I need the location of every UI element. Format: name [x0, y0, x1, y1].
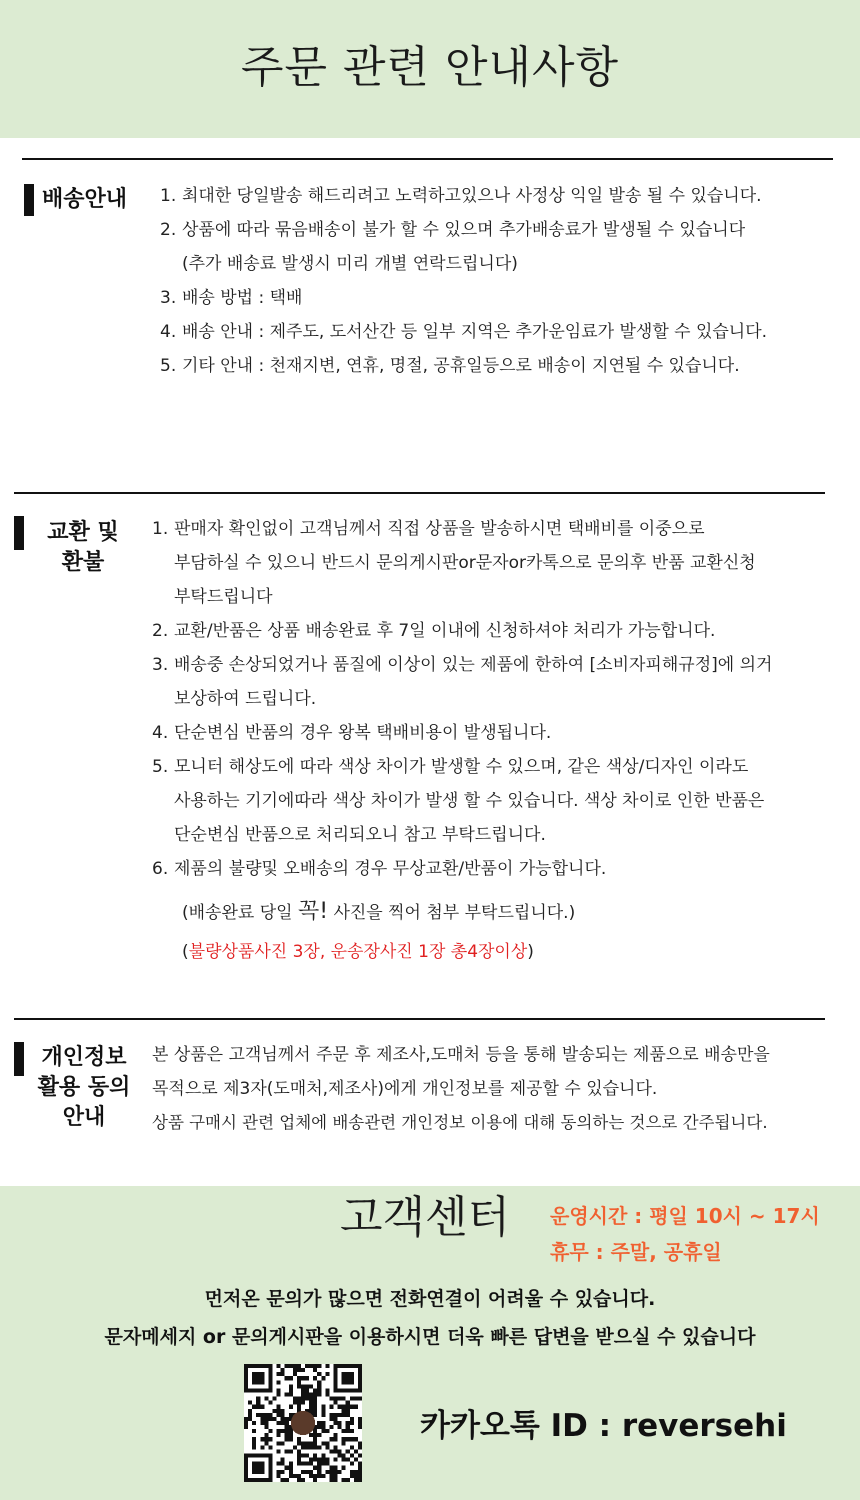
list-item-number: 1.: [160, 186, 177, 206]
privacy-line: 목적으로 제3자(도매처,제조사)에게 개인정보를 제공할 수 있습니다.: [152, 1079, 658, 1099]
shipping-list: [160, 179, 767, 383]
list-item-text: 판매자 확인없이 고객님께서 직접 상품을 발송하시면 택배비를 이중으로: [174, 519, 705, 539]
list-item: [152, 852, 772, 886]
operating-hours: 운영시간 : 평일 10시 ~ 17시: [550, 1204, 820, 1228]
photo-requirement: [182, 939, 575, 965]
photo-note-pre: (배송완료 당일: [182, 903, 298, 923]
photo-req-text: 불량상품사진 3장, 운송장사진 1장 총4장이상: [188, 942, 528, 962]
shipping-section-title: 배송안내: [42, 187, 128, 212]
section-divider: [14, 492, 825, 494]
exchange-title-line2: 환불: [61, 550, 105, 575]
list-item-number: 2.: [160, 220, 177, 240]
list-item-continuation: [152, 818, 772, 852]
customer-center-hours: [550, 1198, 820, 1270]
list-item: [160, 179, 767, 213]
list-item: [152, 716, 772, 750]
list-item-text: 기타 안내 : 천재지변, 연휴, 명절, 공휴일등으로 배송이 지연될 수 있습니다.: [182, 356, 740, 376]
list-item: [160, 281, 767, 315]
list-item-number: 4.: [160, 322, 177, 342]
list-item-number: 5.: [160, 356, 177, 376]
privacy-title-line2: 활용 동의: [37, 1075, 131, 1100]
exchange-list: [152, 512, 772, 886]
list-item-continuation: [152, 682, 772, 716]
list-item-text: 모니터 해상도에 따라 색상 차이가 발생할 수 있으며, 같은 색상/디자인 이라도: [174, 757, 749, 777]
list-item: [160, 213, 767, 247]
list-item-text: 교환/반품은 상품 배송완료 후 7일 이내에 신청하셔야 처리가 가능합니다.: [174, 621, 716, 641]
list-item: [160, 349, 767, 383]
qr-code-icon: [244, 1364, 362, 1482]
privacy-title-line1: 개인정보: [41, 1045, 127, 1070]
privacy-title-line3: 안내: [62, 1105, 106, 1130]
section-marker: [24, 184, 34, 216]
list-item: [152, 614, 772, 648]
list-item-text: 배송중 손상되었거나 품질에 이상이 있는 제품에 한하여 [소비자피해규정]에 의거: [174, 655, 773, 675]
list-item-continuation: [160, 247, 767, 281]
list-item-text: 배송 방법 : 택배: [182, 288, 303, 308]
list-item-text: 단순변심 반품으로 처리되오니 참고 부탁드립니다.: [174, 825, 546, 845]
list-item-text: 상품에 따라 묶음배송이 불가 할 수 있으며 추가배송료가 발생될 수 있습니다: [182, 220, 746, 240]
list-item-text: (추가 배송료 발생시 미리 개별 연락드립니다): [182, 254, 518, 274]
list-item-text: 단순변심 반품의 경우 왕복 택배비용이 발생됩니다.: [174, 723, 552, 743]
list-item-continuation: [152, 580, 772, 614]
photo-note-post: 사진을 찍어 첨부 부탁드립니다.): [328, 903, 576, 923]
list-item: [160, 315, 767, 349]
list-item-text: 보상하여 드립니다.: [174, 689, 317, 709]
list-item-number: 4.: [152, 723, 169, 743]
list-item-text: 제품의 불량및 오배송의 경우 무상교환/반품이 가능합니다.: [174, 859, 607, 879]
section-marker: [14, 1042, 24, 1076]
list-item-text: 부탁드립니다: [174, 587, 273, 607]
holidays: 휴무 : 주말, 공휴일: [550, 1240, 722, 1264]
section-marker: [14, 516, 24, 550]
exchange-notes: [182, 886, 575, 965]
photo-req-open: (: [182, 942, 189, 962]
list-item-text: 배송 안내 : 제주도, 도서산간 등 일부 지역은 추가운임료가 발생할 수 있습니다.: [182, 322, 768, 342]
list-item-text: 최대한 당일발송 해드리려고 노력하고있으나 사정상 익일 발송 될 수 있습니다.: [182, 186, 762, 206]
section-divider: [22, 158, 833, 160]
list-item: [152, 750, 772, 784]
list-item-text: 부담하실 수 있으니 반드시 문의게시판or문자or카톡으로 문의후 반품 교환신청: [174, 553, 756, 573]
list-item: [152, 648, 772, 682]
privacy-text: [152, 1038, 770, 1140]
list-item-number: 3.: [152, 655, 169, 675]
photo-note-emphasis: 꼭!: [297, 899, 329, 924]
list-item-number: 1.: [152, 519, 169, 539]
photo-req-close: ): [527, 942, 534, 962]
list-item-continuation: [152, 546, 772, 580]
kakao-id: 카카오톡 ID : reversehi: [420, 1408, 787, 1444]
list-item-number: 2.: [152, 621, 169, 641]
list-item-text: 사용하는 기기에따라 색상 차이가 발생 할 수 있습니다. 색상 차이로 인한 반품은: [174, 791, 765, 811]
list-item-number: 6.: [152, 859, 169, 879]
list-item: [152, 512, 772, 546]
page-title: 주문 관련 안내사항: [240, 42, 619, 93]
section-divider: [14, 1018, 825, 1020]
privacy-line: 본 상품은 고객님께서 주문 후 제조사,도매처 등을 통해 발송되는 제품으로 배송만을: [152, 1045, 770, 1065]
exchange-title-line1: 교환 및: [47, 520, 119, 545]
customer-center-title: 고객센터: [340, 1192, 511, 1243]
photo-note: [182, 886, 575, 939]
privacy-line: 상품 구매시 관련 업체에 배송관련 개인정보 이용에 대해 동의하는 것으로 간주됩니다.: [152, 1113, 768, 1132]
list-item-number: 3.: [160, 288, 177, 308]
exchange-section-title: [38, 518, 128, 578]
notice-line-1: 먼저온 문의가 많으면 전화연결이 어려울 수 있습니다.: [204, 1288, 656, 1310]
list-item-continuation: [152, 784, 772, 818]
privacy-section-title: [30, 1043, 138, 1133]
list-item-number: 5.: [152, 757, 169, 777]
notice-line-2: 문자메세지 or 문의게시판을 이용하시면 더욱 빠른 답변을 받으실 수 있습니다: [104, 1326, 756, 1348]
